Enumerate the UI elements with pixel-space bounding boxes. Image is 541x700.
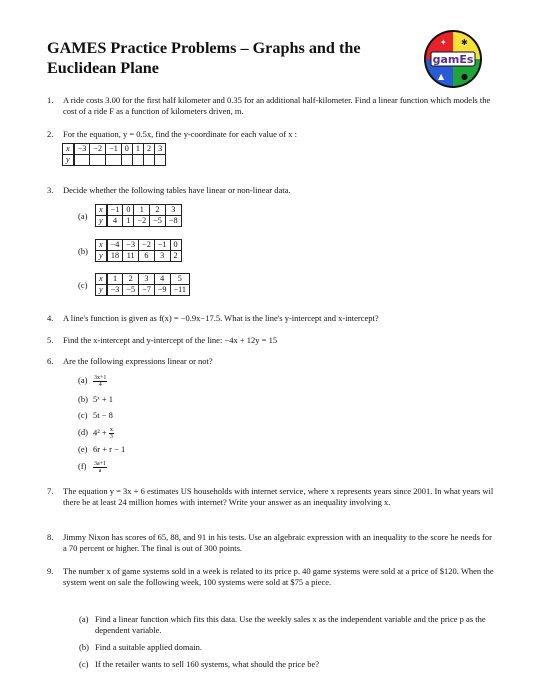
svg-text:✱: ✱ — [461, 38, 468, 47]
logo-text: gamEs — [432, 53, 474, 66]
svg-text:✦: ✦ — [440, 38, 447, 47]
question-7-text: The equation y = 3x + 6 estimates US households with internet service, where x represents years since 2001. In what years wil there be at least 24 million homes with internet? Write your answer as an inequality involving x. — [63, 486, 494, 508]
question-2-text: For the equation, y = 0.5x, find the y-coordinate for each value of x : — [63, 129, 297, 139]
q3-table-b: x −4 −3 −2 −1 0 y 18 11 6 3 2 — [95, 239, 182, 262]
svg-text:●: ● — [461, 72, 468, 81]
page-title: GAMES Practice Problems – Graphs and the Euclidean Plane — [47, 39, 361, 77]
q3-table-a: x −1 0 1 2 3 y 4 1 −2 −5 −8 — [95, 204, 182, 227]
svg-text:▲: ▲ — [438, 72, 445, 81]
fraction: $\frac{3a+1}{a}$ — [94, 461, 107, 474]
fraction: $\frac{3x+1}{4}$ — [94, 375, 107, 388]
q3-table-c: x 1 2 3 4 5 y −3 −5 −7 −9 −11 — [95, 273, 190, 296]
question-5-text: Find the x-intercept and y-intercept of the line: −4x + 12y = 15 — [63, 335, 278, 345]
question-9-text: The number x of game systems sold in a week is related to its price p. 40 game systems were sold at a price of $120. When the system went on sale the following week, 100 systems were sold at $75 a piece. — [63, 566, 494, 588]
question-6-text: Are the following expressions linear or not? — [63, 356, 213, 366]
question-3-text: Decide whether the following tables have linear or non-linear data. — [63, 185, 291, 195]
fraction: $\frac{x}{3}$ — [109, 427, 113, 440]
question-4-text: A line's function is given as f(x) = −0.9x−17.5. What is the line's y-intercept and x-intercept? — [63, 313, 379, 323]
q2-value-table: x −3 −2 −1 0 1 2 3 y — [62, 143, 166, 166]
games-logo — [423, 29, 483, 89]
question-1-text: A ride costs 3.00 for the first half kilometer and 0.35 for an additional half-kilometer. Find a linear function which models the cost of a ride F as a function of kilometers driven, m. — [63, 95, 491, 117]
question-8-text: Jimmy Nixon has scores of 65, 88, and 91 in his tests. Use an algebraic expression with an inequality to the score he needs for a 70 percent or higher. The final is out of 300 points. — [63, 532, 492, 554]
